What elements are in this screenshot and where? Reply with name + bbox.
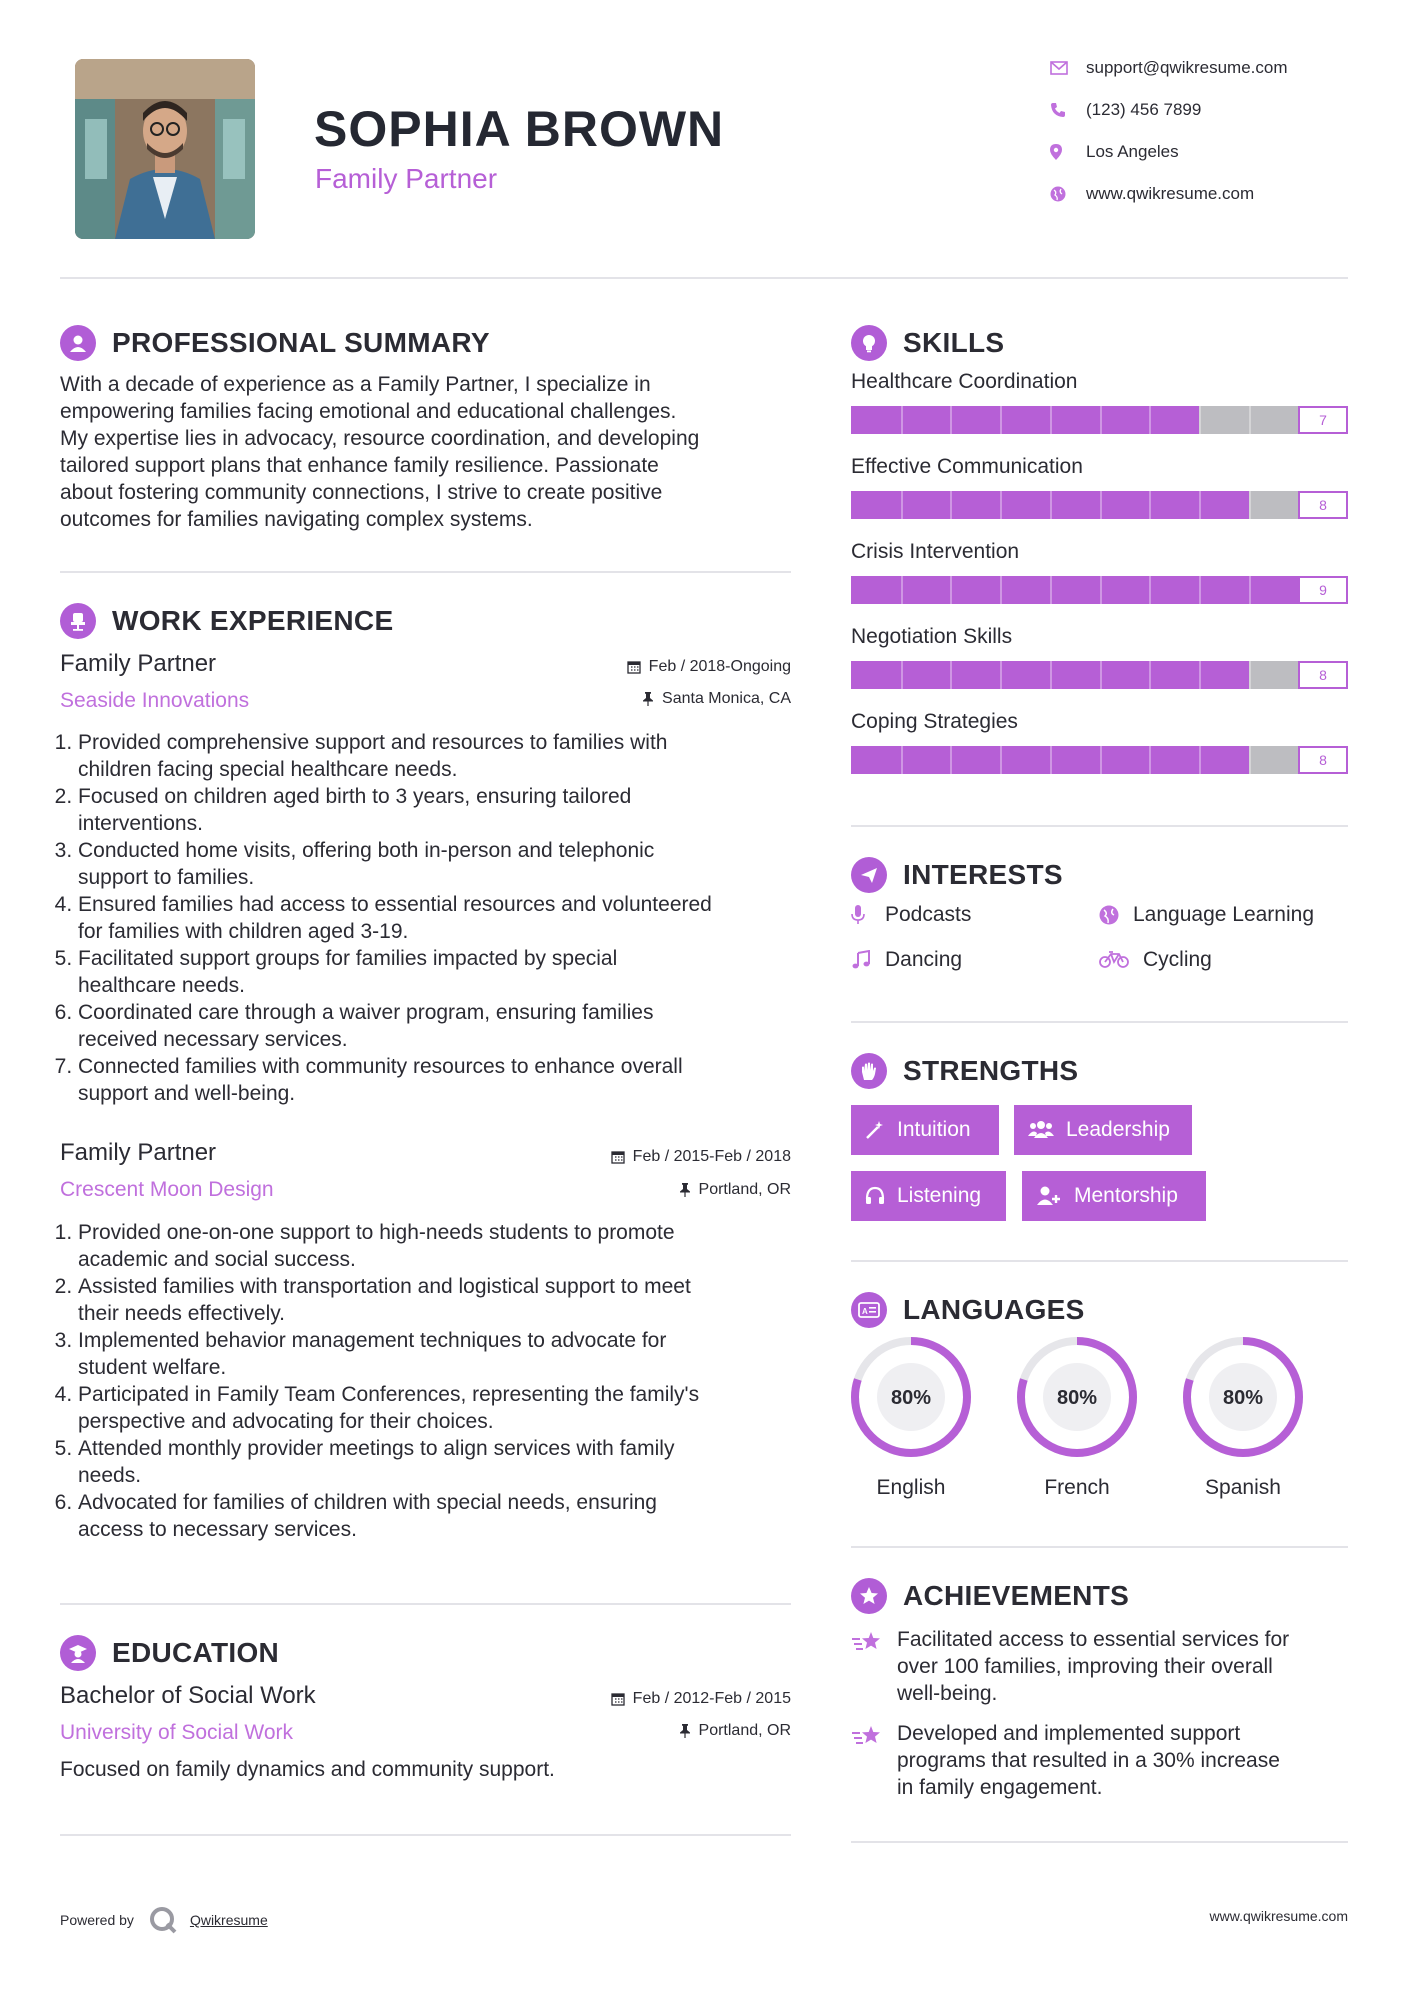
interest-cycling: Cycling [1099, 948, 1212, 972]
skill-segment [1249, 576, 1251, 604]
summary-heading: PROFESSIONAL SUMMARY [60, 325, 490, 361]
graduate-icon [60, 1635, 96, 1671]
phone-text: (123) 456 7899 [1086, 100, 1202, 119]
skill-segment [1050, 491, 1052, 519]
contact-phone[interactable] [1050, 100, 1201, 120]
summary-text: With a decade of experience as a Family Partner, I specialize in empowering families facing emotional and educational challenges. My expertise lies in advocacy, resource coordination, and developing tailored support plans that enhance family resilience. Passionate about fostering community connections, I strive to create positive outcomes for families navigating complex systems. [60, 373, 700, 531]
headphones-icon [865, 1186, 885, 1206]
skill-segment [1100, 746, 1102, 774]
skill-bar [851, 661, 1348, 689]
candidate-name: SOPHIA BROWN [314, 101, 725, 157]
music-note-icon [851, 950, 885, 970]
list-item: 4. Ensured families had access to essential resources and volunteered for families with children aged 3-19. [78, 891, 818, 945]
skill-segment [1000, 491, 1002, 519]
interests-heading: INTERESTS [851, 857, 1063, 893]
skill-level: 8 [1298, 746, 1348, 774]
user-icon [60, 325, 96, 361]
skill-item [851, 540, 1348, 625]
job-1-dates: Feb / 2018-Ongoing [500, 658, 791, 676]
skill-segment [1249, 491, 1251, 519]
skill-item [851, 710, 1348, 795]
footer-powered-by: Powered by Qwikresume [60, 1905, 268, 1935]
language-ring [1015, 1335, 1139, 1459]
language-english [849, 1335, 973, 1500]
skill-segment [950, 746, 952, 774]
education-divider [60, 1834, 791, 1836]
list-item: 5. Facilitated support groups for families impacted by special healthcare needs. [78, 945, 818, 999]
skill-segment [1199, 406, 1201, 434]
language-spanish [1181, 1335, 1305, 1500]
language-label: English [876, 1476, 946, 1499]
job-2-title: Family Partner [60, 1139, 217, 1166]
pushpin-icon [679, 1183, 691, 1197]
language-ring [1181, 1335, 1305, 1459]
skill-segment [1050, 661, 1052, 689]
interest-language-learning: Language Learning [1099, 903, 1314, 927]
bicycle-icon [1099, 951, 1143, 969]
list-item: 7. Connected families with community resources to enhance overall support and well-being. [78, 1053, 818, 1107]
skill-segment [1100, 406, 1102, 434]
job-2-duties [60, 1219, 818, 1543]
paper-plane-icon [851, 857, 887, 893]
skill-bar [851, 746, 1348, 774]
skill-segment [901, 576, 903, 604]
pushpin-icon [679, 1724, 691, 1738]
calendar-icon [611, 1692, 625, 1706]
header-divider [60, 277, 1348, 279]
skill-segment [1249, 746, 1251, 774]
education-location: Portland, OR [500, 1722, 791, 1740]
briefcase-chair-icon [60, 603, 96, 639]
shooting-star-icon [851, 1720, 897, 1801]
language-percent: 80% [1222, 1387, 1264, 1409]
summary-divider [60, 571, 791, 573]
skill-segment [950, 491, 952, 519]
skill-segment [1149, 576, 1151, 604]
skill-level: 9 [1298, 576, 1348, 604]
interests-divider [851, 1021, 1348, 1023]
svg-text:A: A [862, 1307, 868, 1316]
candidate-title: Family Partner [315, 163, 498, 194]
list-item: 4. Participated in Family Team Conferences, representing the family's perspective and advocating for their choices. [78, 1381, 818, 1435]
strength-mentorship: Mentorship [1022, 1171, 1206, 1221]
skill-segment [1100, 491, 1102, 519]
skill-segment [1199, 661, 1201, 689]
skill-segment [1199, 491, 1201, 519]
globe-icon [1050, 186, 1086, 202]
skill-fill [851, 406, 1199, 434]
profile-photo [75, 59, 255, 239]
qwikresume-logo-icon [148, 1905, 178, 1935]
skill-item [851, 370, 1348, 455]
location-text: Los Angeles [1086, 142, 1179, 161]
job-2-company: Crescent Moon Design [60, 1178, 274, 1201]
footer-website[interactable]: www.qwikresume.com [1209, 1908, 1348, 1924]
language-french [1015, 1335, 1139, 1500]
language-card-icon [851, 1292, 887, 1328]
brand-link[interactable]: Qwikresume [189, 1912, 268, 1928]
skill-segment [1249, 406, 1251, 434]
skill-item [851, 455, 1348, 540]
language-label: Spanish [1205, 1476, 1281, 1499]
skill-segment [1000, 406, 1002, 434]
skill-bar [851, 491, 1348, 519]
interest-podcasts: Podcasts [851, 903, 971, 927]
achievement-2: Developed and implemented support programs that resulted in a 30% increase in family engagement. [851, 1720, 1348, 1801]
map-pin-icon [1050, 144, 1086, 160]
skill-segment [901, 661, 903, 689]
list-item: 1. Provided comprehensive support and resources to families with children facing special healthcare needs. [78, 729, 818, 783]
contact-location [1050, 142, 1179, 162]
language-ring [849, 1335, 973, 1459]
skill-segment [950, 661, 952, 689]
skill-fill [851, 576, 1298, 604]
list-item: 2. Assisted families with transportation and logistical support to meet their needs effectively. [78, 1273, 818, 1327]
star-badge-icon [851, 1578, 887, 1614]
skill-label: Effective Communication [851, 455, 1083, 478]
achievements-heading: ACHIEVEMENTS [851, 1578, 1129, 1614]
skill-segment [1199, 746, 1201, 774]
pushpin-icon [642, 692, 654, 706]
strengths-divider [851, 1260, 1348, 1262]
strengths-heading: STRENGTHS [851, 1053, 1078, 1089]
skill-segment [1249, 661, 1251, 689]
languages-divider [851, 1546, 1348, 1548]
skill-segment [901, 746, 903, 774]
skill-segment [1149, 491, 1151, 519]
job-1-location: Santa Monica, CA [500, 690, 791, 708]
list-item: 1. Provided one-on-one support to high-needs students to promote academic and social success. [78, 1219, 818, 1273]
phone-icon [1050, 102, 1086, 118]
skill-segment [1100, 576, 1102, 604]
skills-heading: SKILLS [851, 325, 1004, 361]
envelope-icon [1050, 61, 1086, 75]
skills-divider [851, 825, 1348, 827]
education-description: Focused on family dynamics and community support. [60, 1758, 555, 1781]
skill-segment [1050, 746, 1052, 774]
list-item: 6. Advocated for families of children with special needs, ensuring access to necessary services. [78, 1489, 818, 1543]
skill-segment [1050, 406, 1052, 434]
calendar-icon [611, 1150, 625, 1164]
achievement-1: Facilitated access to essential services for over 100 families, improving their overall well-being. [851, 1626, 1348, 1707]
list-item: 3. Implemented behavior management techniques to advocate for student welfare. [78, 1327, 818, 1381]
user-plus-icon [1036, 1186, 1062, 1206]
calendar-icon [627, 660, 641, 674]
skill-segment [1000, 661, 1002, 689]
skill-segment [901, 491, 903, 519]
skill-segment [1149, 746, 1151, 774]
achievements-divider [851, 1841, 1348, 1843]
job-2-location: Portland, OR [500, 1181, 791, 1199]
skill-segment [1000, 746, 1002, 774]
job-1-duties [60, 729, 818, 1107]
skills-list [851, 370, 1348, 795]
work-divider [60, 1603, 791, 1605]
website-text: www.qwikresume.com [1086, 184, 1255, 203]
lightbulb-icon [851, 325, 887, 361]
contact-email[interactable] [1050, 58, 1288, 78]
skill-segment [1000, 576, 1002, 604]
magic-wand-icon [865, 1120, 885, 1140]
skill-label: Crisis Intervention [851, 540, 1020, 563]
language-percent: 80% [1056, 1387, 1098, 1409]
hand-icon [851, 1053, 887, 1089]
users-icon [1028, 1120, 1054, 1140]
email-text: support@qwikresume.com [1086, 58, 1288, 77]
microphone-icon [851, 905, 885, 925]
degree-title: Bachelor of Social Work [60, 1682, 316, 1709]
skill-level: 8 [1298, 491, 1348, 519]
skill-item [851, 625, 1348, 710]
languages-heading: A LANGUAGES [851, 1292, 1085, 1328]
skill-segment [1149, 661, 1151, 689]
language-percent: 80% [890, 1387, 932, 1409]
strength-listening: Listening [851, 1171, 1006, 1221]
skill-segment [1100, 661, 1102, 689]
list-item: 3. Conducted home visits, offering both in-person and telephonic support to families. [78, 837, 818, 891]
interest-dancing: Dancing [851, 948, 962, 972]
skill-segment [901, 406, 903, 434]
contact-website[interactable] [1050, 184, 1254, 204]
skill-bar [851, 576, 1348, 604]
skill-segment [950, 576, 952, 604]
skill-bar [851, 406, 1348, 434]
skill-level: 8 [1298, 661, 1348, 689]
globe-icon [1099, 905, 1133, 925]
skill-label: Coping Strategies [851, 710, 1018, 733]
shooting-star-icon [851, 1626, 897, 1707]
strength-intuition: Intuition [851, 1105, 999, 1155]
list-item: 2. Focused on children aged birth to 3 years, ensuring tailored interventions. [78, 783, 818, 837]
language-label: French [1044, 1476, 1110, 1499]
skill-segment [1050, 576, 1052, 604]
skill-label: Negotiation Skills [851, 625, 1013, 648]
job-1-title: Family Partner [60, 650, 217, 677]
skill-segment [1149, 406, 1151, 434]
list-item: 6. Coordinated care through a waiver program, ensuring families received necessary services. [78, 999, 818, 1053]
skill-segment [1199, 576, 1201, 604]
skill-label: Healthcare Coordination [851, 370, 1078, 393]
job-2-dates: Feb / 2015-Feb / 2018 [500, 1148, 791, 1166]
school-name: University of Social Work [60, 1721, 294, 1744]
skill-segment [950, 406, 952, 434]
list-item: 5. Attended monthly provider meetings to align services with family needs. [78, 1435, 818, 1489]
work-heading: WORK EXPERIENCE [60, 603, 393, 639]
education-dates: Feb / 2012-Feb / 2015 [500, 1690, 791, 1708]
strength-leadership: Leadership [1014, 1105, 1192, 1155]
skill-level: 7 [1298, 406, 1348, 434]
job-1-company: Seaside Innovations [60, 689, 250, 712]
education-heading: EDUCATION [60, 1635, 279, 1671]
